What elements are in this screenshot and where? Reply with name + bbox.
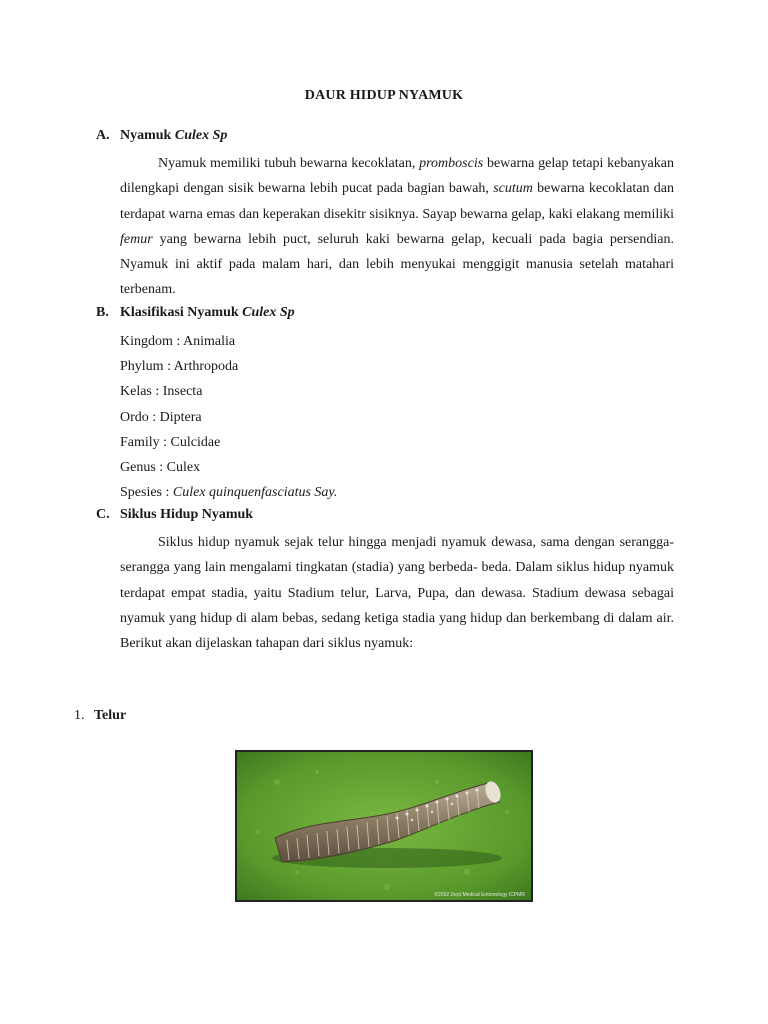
classification-spesies [120,480,337,505]
classification-kelas: Kelas : Insecta [120,384,203,400]
section-a-heading [96,128,227,144]
section-b-heading-italic: Culex Sp [242,305,295,320]
section-c-heading-text: Siklus Hidup Nyamuk [120,507,254,522]
page-title: DAUR HIDUP NYAMUK [304,88,464,103]
section-c-paragraph: Siklus hidup nyamuk sejak telur hingga menjadi nyamuk dewasa, sama dengan serangga- serangga yang lain mengalami tingkatan (stadia) yang berbeda- beda. Dalam siklus hidup nyamuk terdapat empat stadia, yaitu Stadium telur, Larva, Pupa, dan dewasa. Stadium dewasa sebagai nyamuk yang hidup di alam bebas, sedang ketiga stadia yang hidup dan berkembang di dalam air. Berikut akan dijelaskan tahapan dari siklus nyamuk: [120,535,674,652]
classification-genus: Genus : Culex [120,459,201,475]
section-b-letter: B. [96,305,109,320]
photo-caption: ©2002 Dept Medical Entomology ICPMR [434,892,525,898]
section-a-heading-text: Nyamuk [120,128,175,143]
section-a-term-femur: femur [120,231,153,247]
item-1-heading [74,708,126,724]
section-a-text-2: bewarna gelap tetapi kebanyakan dilengkapi dengan sisik bewarna lebih pucat pada bagian bawah, [120,156,674,197]
item-1-number: 1. [74,708,85,723]
section-a-text-4: yang bewarna lebih puct, seluruh kaki bewarna gelap, kecuali pada bagia persendian. Nyamuk ini aktif pada malam hari, dan lebih menyukai menggigit manusia setelah matahari terbenam. [120,231,674,298]
section-a-term-scutum: scutum [493,181,533,197]
section-a-text-1: Nyamuk memiliki tubuh bewarna kecoklatan, [158,156,420,171]
egg-raft-image [237,752,531,900]
classification-ordo: Ordo : Diptera [120,409,202,425]
section-a-text-3: bewarna kecoklatan dan terdapat warna emas dan keperakan disekitr sisiknya. Sayap bewarna gelap, kaki elakang memiliki [120,181,674,222]
classification-family: Family : Culcidae [120,434,221,450]
section-b-heading-text: Klasifikasi Nyamuk [120,305,243,320]
section-a-paragraph [120,151,674,303]
spesies-label: Spesies : [120,485,173,501]
section-c-heading [96,507,253,523]
classification-kingdom: Kingdom : Animalia [120,334,236,349]
classification-phylum: Phylum : Arthropoda [120,359,239,375]
egg-raft-photo [235,750,533,902]
section-a-heading-italic: Culex Sp [174,128,228,143]
section-c-letter: C. [96,507,110,522]
section-a-term-promboscis: promboscis [419,156,484,171]
item-1-label: Telur [94,708,127,723]
spesies-name: Culex quinquenfasciatus Say. [172,485,338,501]
section-a-letter: A. [96,128,110,143]
classification-list [120,329,337,505]
section-b-heading [96,305,295,321]
